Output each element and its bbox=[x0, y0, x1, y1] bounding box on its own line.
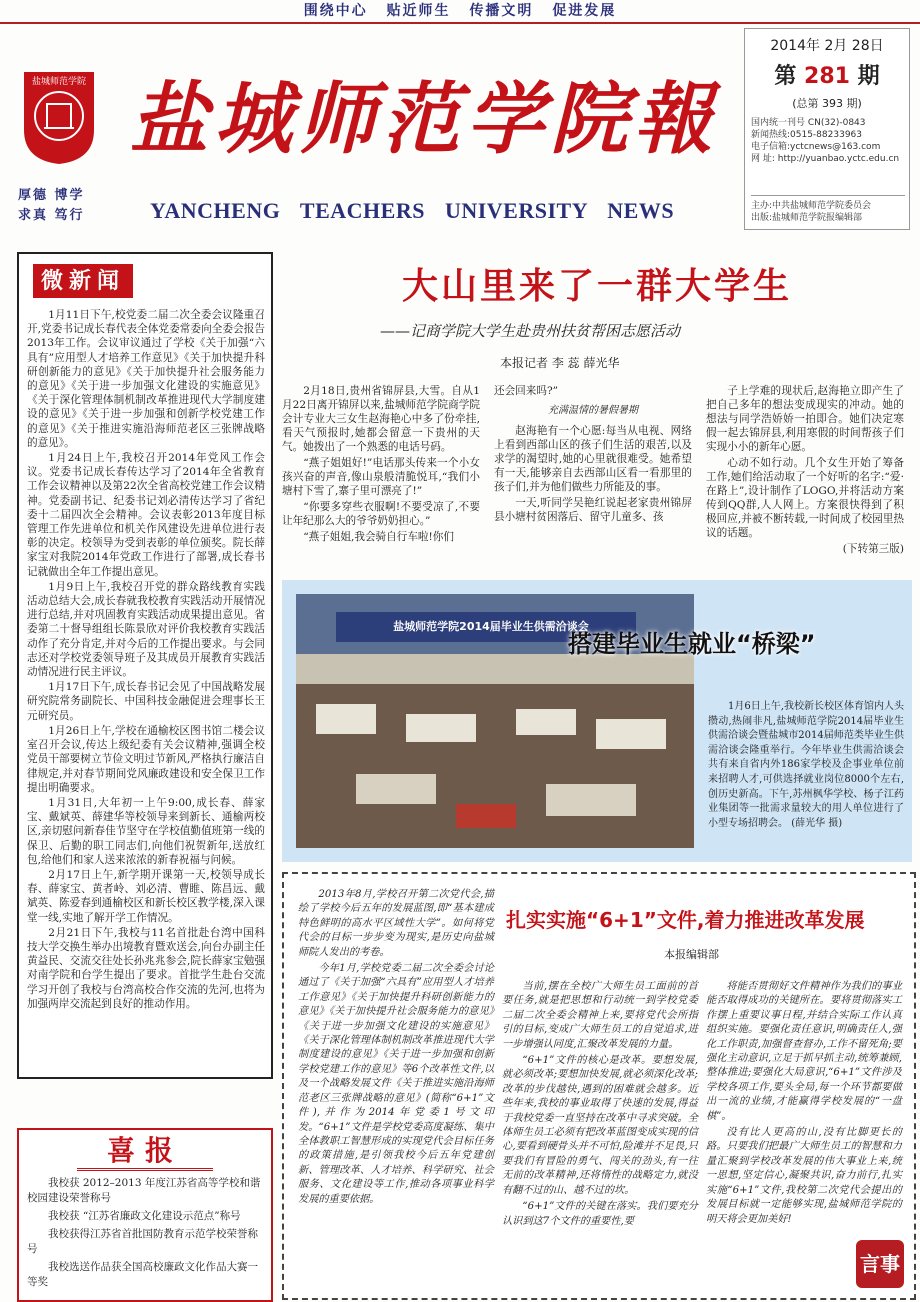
seal-stamp: 言事 bbox=[856, 1240, 904, 1288]
motto-line-2: 求真 笃行 bbox=[18, 208, 85, 223]
reform-paragraph: 将能否贯彻好文件精神作为我们的事业能否取得成功的关键所在。要将贯彻落实工作摆上重要议事日程,并结合实际工作认真组织实施。要强化责任意识,明确责任人,强化工作职责,加强督查督办,工作不留死角;要强化主动意识,立足于抓早抓主动,统筹兼顾,整体推进;要强化大局意识,“6+1”文件涉及学校各项工作,要头全局,每一个环节都要做出一流的业绩,才能赢得学校发展的“一盘棋”。 bbox=[706, 981, 902, 1122]
reform-column-3 bbox=[706, 980, 902, 1229]
lead-subhead: 充满温情的暑假暑期 bbox=[548, 405, 638, 416]
issue-prefix: 第 bbox=[774, 64, 797, 89]
lead-paragraph: 心动不如行动。几个女生开始了筹备工作,她们给活动取了一个好听的名字:“爱·在路上”,设计制作了LOGO,并将活动方案传到QQ群,人人网上。方案很快得到了积极回应,并被不断转载,一时间成了校园里热议的话题。 bbox=[706, 457, 904, 539]
lead-column-2 bbox=[494, 384, 692, 526]
logo-text: 盐城师范学院 bbox=[31, 77, 86, 87]
lead-paragraph: “燕子姐姐,我会骑自行车啦!你们 bbox=[303, 531, 454, 543]
english-name: YANCHENG TEACHERS UNIVERSITY NEWS bbox=[150, 198, 675, 223]
micro-news-body bbox=[27, 308, 265, 1012]
issue-date: 2014年 2月 28日 bbox=[770, 38, 884, 54]
good-news-title: 喜报 bbox=[77, 1134, 213, 1171]
lead-paragraph: 2月18日,贵州省锦屏县,大雪。自从1月22日离开锦屏以来,盐城师范学院商学院会计专业大三女生赵海艳心中多了份牵挂,看天气预报时,她都会留意一下贵州的天气。她拨出了一个熟悉的电话号码。 bbox=[282, 385, 480, 453]
lead-paragraph: “你要多穿些衣服啊!不要受凉了,不要让年纪那么大的爷爷奶奶担心。” bbox=[282, 501, 480, 527]
micro-news-item: 1月26日上午,学校在通榆校区图书馆二楼会议室召开会议,传达上级纪委有关会议精神,强调全校党员干部要树立节俭文明过节新风,严格执行廉洁自律规定,并对春节期间党风廉政建设和安全保卫工作提出明确要求。 bbox=[27, 724, 265, 794]
reform-paragraph: 当前,摆在全校广大师生员工面前的首要任务,就是把思想和行动统一到学校党委二届二次全委会精神上来,要将党代会所指引的目标,变成广大师生员工的自觉追求,进一步增强认同度,汇聚改革发展的力量。 bbox=[502, 981, 698, 1050]
slogan-4: 促进发展 bbox=[552, 3, 617, 19]
lead-paragraph: 子上学难的现状后,赵海艳立即产生了把自己多年的想法变成现实的冲动。她的想法与同学浩娇娇一拍即合。她们决定寒假一起去锦屏县,利用寒假的时间帮孩子们实现小小的新年心愿。 bbox=[706, 385, 904, 453]
issue-number: 281 bbox=[804, 64, 850, 89]
photo-credit: (薛光华 摄) bbox=[791, 817, 843, 829]
lead-paragraph: 还会回来吗?” bbox=[494, 385, 559, 397]
issue-number-line bbox=[745, 59, 909, 90]
top-divider bbox=[0, 22, 920, 24]
issue-suffix: 期 bbox=[857, 64, 880, 89]
reform-paragraph: “6+1”文件的关键在落实。我们要充分认识到这7个文件的重要性,要 bbox=[502, 1201, 698, 1227]
lead-paragraph: 一天,听同学吴艳红说起老家贵州锦屏县小塘村贫困落后、留守儿童多、孩 bbox=[494, 497, 692, 523]
good-news-item: 我校获 “江苏省廉政文化建设示范点”称号 bbox=[48, 1210, 241, 1222]
university-logo bbox=[20, 68, 98, 166]
total-issue: (总第 393 期) bbox=[792, 97, 862, 110]
contact-line: 网 址: http://yuanbao.yctc.edu.cn bbox=[751, 154, 900, 164]
lead-column-1 bbox=[282, 384, 480, 546]
micro-news-item: 2月17日上午,新学期开课第一天,校领导成长春、薛家宝、黄者岭、刘必清、曹睢、陈昌远、戴斌英、陈爱春到通榆校区和新长校区教学楼,深入课堂一线,实地了解开学工作情况。 bbox=[27, 868, 265, 924]
photo-headline: 搭建毕业生就业“桥梁” bbox=[568, 630, 816, 658]
good-news-item: 我校获得江苏省首批国防教育示范学校荣誉称号 bbox=[27, 1228, 258, 1255]
lead-column-3 bbox=[706, 384, 904, 558]
reform-paragraph: “6+1”文件的核心是改革。要想发展,就必须改革;要想加快发展,就必须深化改革;改革的步伐越快,遇到的困难就会越多。近些年来,我校的事业取得了快速的发展,得益于我校党委一直坚持在改革中寻求突破。全体师生员工必须有把改革蓝图变成实现的信心,要看到硬骨头并不可怕,险滩并不足畏,只要我们有冒险的勇气、闯关的劲头,有一往无前的改革精神,还将惰性的战略定力,就没有翻不过的山、越不过的坎。 bbox=[502, 1055, 698, 1196]
contact-line: 电子信箱:yctcnews@163.com bbox=[751, 142, 881, 152]
micro-news-item: 1月24日上午,我校召开2014年党风工作会议。党委书记成长春传达学习了2014年全省教育工作会议精神以及第22次全省高校党建工作会议精神。党委副书记、纪委书记刘必清传达学习了省纪委十二届四次全会精神。会议表彰2013年度目标管理工作先进单位和机关作风建设先进单位进行表彰的决定。校领导为受到表彰的单位颁奖。院长薛家宝对我院2014年党政工作进行了部署,成长春书记就做出全年工作提出意见。 bbox=[27, 452, 265, 578]
lead-headline: 大山里来了一群大学生 bbox=[401, 265, 792, 307]
issue-info-box bbox=[744, 28, 910, 230]
publisher-line: 主办:中共盐城师范学院委员会 bbox=[751, 201, 872, 211]
good-news-list bbox=[27, 1176, 263, 1293]
reform-article-box bbox=[282, 872, 916, 1300]
publisher-line: 出版:盐城师范学院报编辑部 bbox=[751, 213, 863, 223]
lead-paragraph: 赵海艳有一个心愿:每当从电视、网络上看到西部山区的孩子们生活的艰苦,以及求学的渴望时,她的心里就很难受。她希望有一天,能够亲自去西部山区看一看那里的孩子们,并为他们做些力所能及的事。 bbox=[494, 425, 692, 493]
micro-news-item: 1月31日,大年初一上午9:00,成长春、薛家宝、戴斌英、薛建华等校领导来到新长、通榆两校区,亲切慰问新春佳节坚守在学校值勤值班第一线的保卫、后勤的职工同志们,向他们祝贺新年,送放红包,给他们和家人送来浓浓的新春祝福与问候。 bbox=[27, 796, 265, 866]
reform-column-2 bbox=[502, 980, 698, 1231]
contact-list bbox=[751, 117, 905, 165]
slogan-2: 贴近师生 bbox=[386, 3, 451, 19]
publisher-info bbox=[751, 195, 905, 224]
reform-headline: 扎实实施“6+1”文件,着力推进改革发展 bbox=[506, 908, 865, 932]
micro-news-title: 微新闻 bbox=[33, 264, 133, 298]
reform-paragraph: 没有比人更高的山,没有比脚更长的路。只要我们把最广大师生员工的智慧和力量汇聚到学校改革发展的伟大事业上来,统一思想,坚定信心,凝聚共识,奋力前行,扎实实施“6+1”文件,我校第二次党代会提出的发展目标就一定能够实现,盐城师范学院的明天将会更加美好! bbox=[706, 1127, 902, 1225]
lead-paragraph: “燕子姐姐好!”电话那头传来一个小女孩兴奋的声音,像山泉般清脆悦耳,“我们小塘村下雪了,寨子里可漂亮了!” bbox=[282, 457, 480, 497]
caption-text: 1月6日上午,我校新长校区体育馆内人头攒动,热闹非凡,盐城师范学院2014届毕业生供需洽谈会暨盐城市2014届师范类毕业生供需洽谈会隆重举行。今年毕业生供需洽谈会共有来自省内外186家学校及企事业单位前来招聘人才,可供选择就业岗位8000个左右,创历史新高。下午,苏州枫华学校、杨子江药业集团等一批需求量较大的用人单位进行了小型专场招聘会。 bbox=[708, 701, 904, 829]
micro-news-item: 1月11日下午,校党委二届二次全委会议隆重召开,党委书记成长春代表全体党委常委向全委会报告2013年工作。会议审议通过了学校《关于加强“六具有”应用型人才培养工作意见》《关于加快提升科研创新能力的意见》《关于加快提升社会服务能力的意见》《关于进一步加强文化建设的实施意见》《关于深化管理体制机制改革推进现代大学制度建设的意见》《关于进一步加强和创新学校党建工作的意见》《关于推进实施沿海师范老区三张牌战略的意见》。 bbox=[27, 309, 265, 449]
slogan-bar bbox=[0, 0, 920, 22]
photo-banner: 盐城师范学院2014届毕业生供需洽谈会 bbox=[393, 620, 589, 633]
slogan-3: 传播文明 bbox=[469, 3, 534, 19]
good-news-item: 我校选送作品获全国高校廉政文化作品大赛一等奖 bbox=[27, 1261, 258, 1288]
good-news-item: 我校获 2012–2013 年度江苏省高等学校和谐校园建设荣誉称号 bbox=[27, 1177, 261, 1204]
contact-line: 新闻热线:0515-88233963 bbox=[751, 130, 862, 140]
micro-news-item: 1月9日上午,我校召开党的群众路线教育实践活动总结大会,成长春就我校教育实践活动开展情况进行总结,并对巩固教育实践活动成果提出意见。省委第二十督导组组长陈景欣对评价我校教育实践活动作了充分肯定,并对今后的工作提出要求。与会同志还对学校党委领导班子及其成员开展教育实践活动情况进行民主评议。 bbox=[27, 580, 265, 679]
motto bbox=[18, 186, 108, 226]
reform-paragraph: 今年1月,学校党委二届二次全委会讨论通过了《关于加强“六具有”应用型人才培养工作意见》《关于加快提升科研创新能力的意见》《关于加快提升社会服务能力的意见》《关于进一步加强文化建设的实施意见》《关于深化管理体制机制改革推进现代大学制度建设的意见》《关于进一步加强和创新学校党建工作的意见》等6个改革性文件,以及一个战略发展文件《关于推进实施沿海师范老区三张牌战略的意见》(简称“6+1”文件),并作为2014年党委1号文印发。“6+1”文件是学校党委高度凝练、集中全体教职工智慧形成的实现党代会目标任务的政策措施,是引领我校今后五年党建创新、管理改革、人才培养、科学研究、社会服务、文化建设等工作,推动各项事业科学发展的重要依据。 bbox=[298, 963, 494, 1205]
photo-feature bbox=[282, 580, 912, 862]
micro-news-item: 2月21日下午,我校与11名首批赴台湾中国科技大学交换生举办出境教育暨欢送会,向台办副主任黄益民、交流交往处长孙兆兆参会,院长薛家宝勉强对南学院和台学生提出了要求。首批学生赴台交流学习开创了我校与台湾高校合作交流的先河,也将为加强两岸交流起到良好的推动作用。 bbox=[27, 926, 265, 1010]
continued-note: (下转第三版) bbox=[842, 543, 904, 555]
good-news-box bbox=[17, 1128, 273, 1302]
micro-news-item: 1月17日下午,成长春书记会见了中国战略发展研究院常务副院长、中国科技金融促进会理事长王元研究员。 bbox=[27, 681, 265, 722]
reform-column-1 bbox=[298, 888, 494, 1209]
motto-line-1: 厚德 博学 bbox=[18, 188, 85, 203]
lead-subtitle: ——记商学院大学生赴贵州扶贫帮困志愿活动 bbox=[380, 322, 681, 340]
slogan-1: 围绕中心 bbox=[303, 3, 368, 19]
masthead-title: 盐城师范学院報 bbox=[130, 74, 719, 165]
contact-line: 国内统一刊号 CN(32)-0843 bbox=[751, 118, 866, 128]
lead-byline: 本报记者 李 蕊 薛光华 bbox=[500, 356, 620, 370]
reform-byline: 本报编辑部 bbox=[664, 948, 719, 961]
micro-news-box bbox=[17, 252, 273, 1079]
reform-paragraph: 2013年8月,学校召开第二次党代会,描绘了学校今后五年的发展蓝图,即“基本建成特色鲜明的高水平区域性大学”。如何将党代会的目标一步步变为现实,是历史向盐城师院人发出的考卷。 bbox=[298, 889, 494, 958]
photo-caption bbox=[708, 700, 904, 831]
